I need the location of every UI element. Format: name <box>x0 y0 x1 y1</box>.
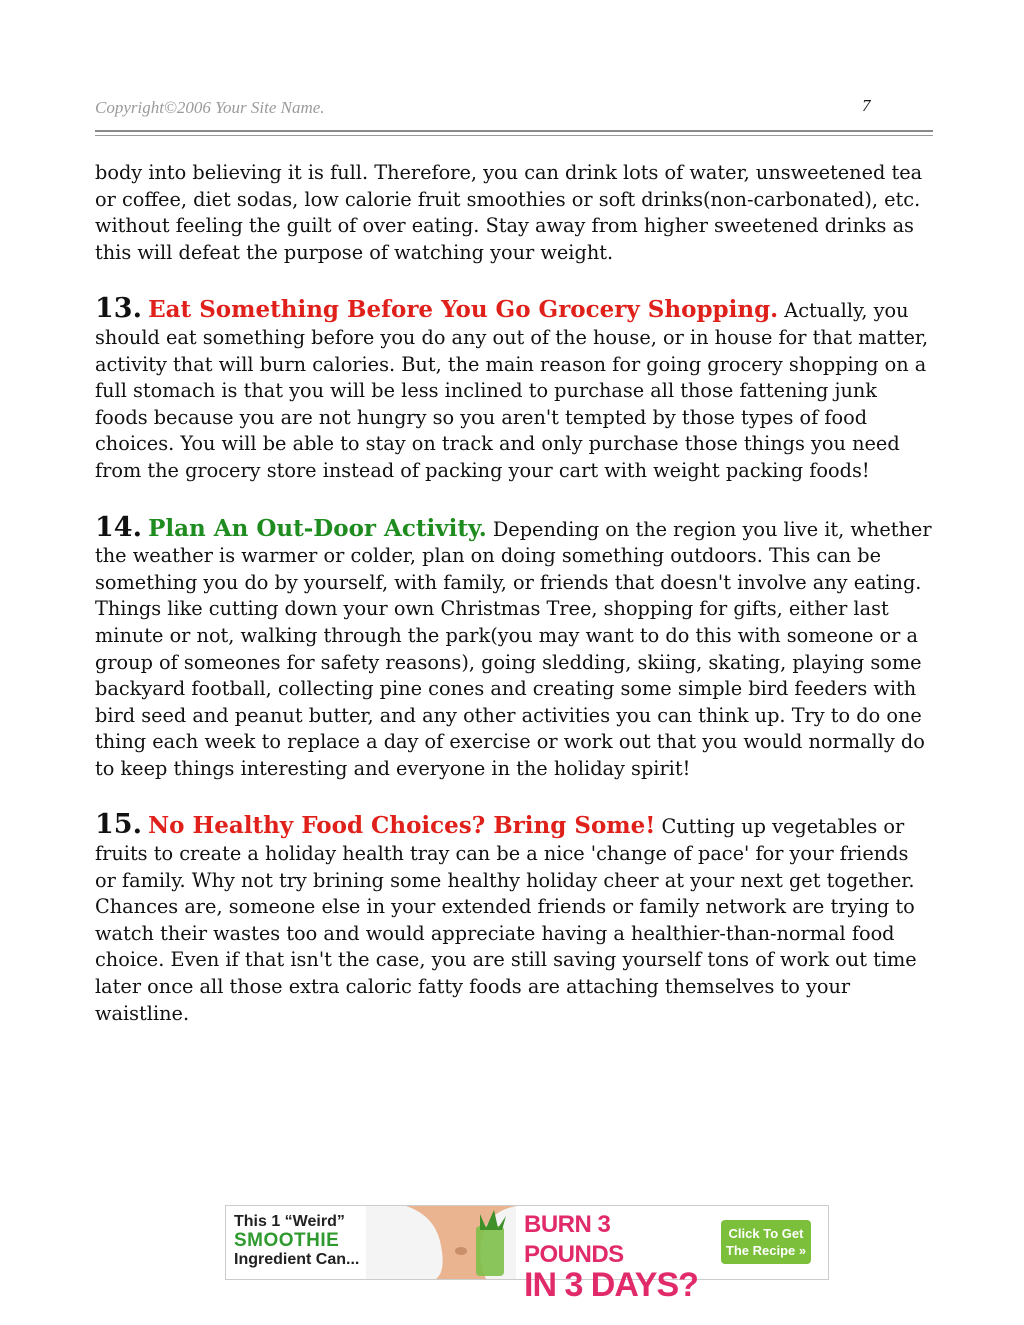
banner-headline-1: BURN 3 POUNDS <box>524 1211 624 1268</box>
tip-13-number: 13. <box>95 293 142 325</box>
tip-14-body: Depending on the region you live it, whether the weather is warmer or colder, plan on doing something outdoors. This can be something you do by yourself, with family, or friends that doesn't involve any eating. Things like cutting down your own Christmas Tree, shopping for gifts, either last minute or not, walking through the park(you may want to do this with someone or a group of someones for safety reasons), going sledding, skiing, skating, playing some backyard football, collecting pine cones and creating some simple bird feeders with bird seed and peanut butter, and any other activities you can think up. Try to do one thing each week to replace a day of exercise or work out that you would normally do to keep things interesting and everyone in the holiday spirit! <box>95 517 932 780</box>
tip-15-body: Cutting up vegetables or fruits to create a holiday health tray can be a nice 'change of pace' for your friends or family. Why not try brining some healthy holiday cheer at your next get together. Chances are, someone else in your extended friends or family network are trying to watch their wastes too and would appreciate having a healthier-than-normal food choice. Even if that isn't the case, you are still saving yourself tons of work out time later once all those extra caloric fatty foods are attaching themselves to your waistline. <box>95 815 917 1025</box>
banner-line-3: Ingredient Can... <box>234 1251 360 1268</box>
smoothie-ad-banner[interactable] <box>225 1205 829 1304</box>
tip-13-body: Actually, you should eat something before you do any out of the house, or in house for that matter, activity that will burn calories. But, the main reason for going grocery shopping on a full stomach is that you will be less inclined to purchase all those fattening junk foods because you are not hungry so you aren't tempted by those types of food choices. You will be able to stay on track and only purchase those things you need from the grocery store instead of packing your cart with weight packing foods! <box>95 299 929 482</box>
header-divider <box>95 130 933 132</box>
tip-15-number: 15. <box>95 809 142 841</box>
tip-13-heading: Eat Something Before You Go Grocery Shopping. <box>148 296 779 324</box>
tip-15-heading: No Healthy Food Choices? Bring Some! <box>148 812 656 840</box>
tip-14 <box>95 511 935 783</box>
tip-14-number: 14. <box>95 511 142 543</box>
banner-headline-2: IN 3 DAYS? <box>524 1266 698 1304</box>
header-divider-thin <box>95 135 933 136</box>
page-body <box>95 160 935 1027</box>
copyright-header: Copyright©2006 Your Site Name. <box>95 98 325 117</box>
tip-13 <box>95 293 935 484</box>
button-line-2: The Recipe » <box>725 1243 807 1258</box>
banner-teaser <box>234 1212 374 1269</box>
button-line-1: Click To Get <box>728 1226 804 1241</box>
click-to-get-recipe-button[interactable] <box>721 1220 811 1264</box>
tip-15 <box>95 809 935 1027</box>
page-number: 7 <box>862 96 871 115</box>
tip-14-heading: Plan An Out-Door Activity. <box>148 514 487 542</box>
smoothie-woman-image <box>366 1206 516 1279</box>
banner-line-1: This 1 “Weird” <box>234 1213 345 1230</box>
banner-headline <box>524 1210 704 1304</box>
banner-line-2: SMOOTHIE <box>234 1230 340 1251</box>
intro-paragraph: body into believing it is full. Therefore, you can drink lots of water, unsweetened tea or coffee, diet sodas, low calorie fruit smoothies or soft drinks(non-carbonated), etc. without feeling the guilt of over eating. Stay away from higher sweetened drinks as this will defeat the purpose of watching your weight. <box>95 161 923 264</box>
